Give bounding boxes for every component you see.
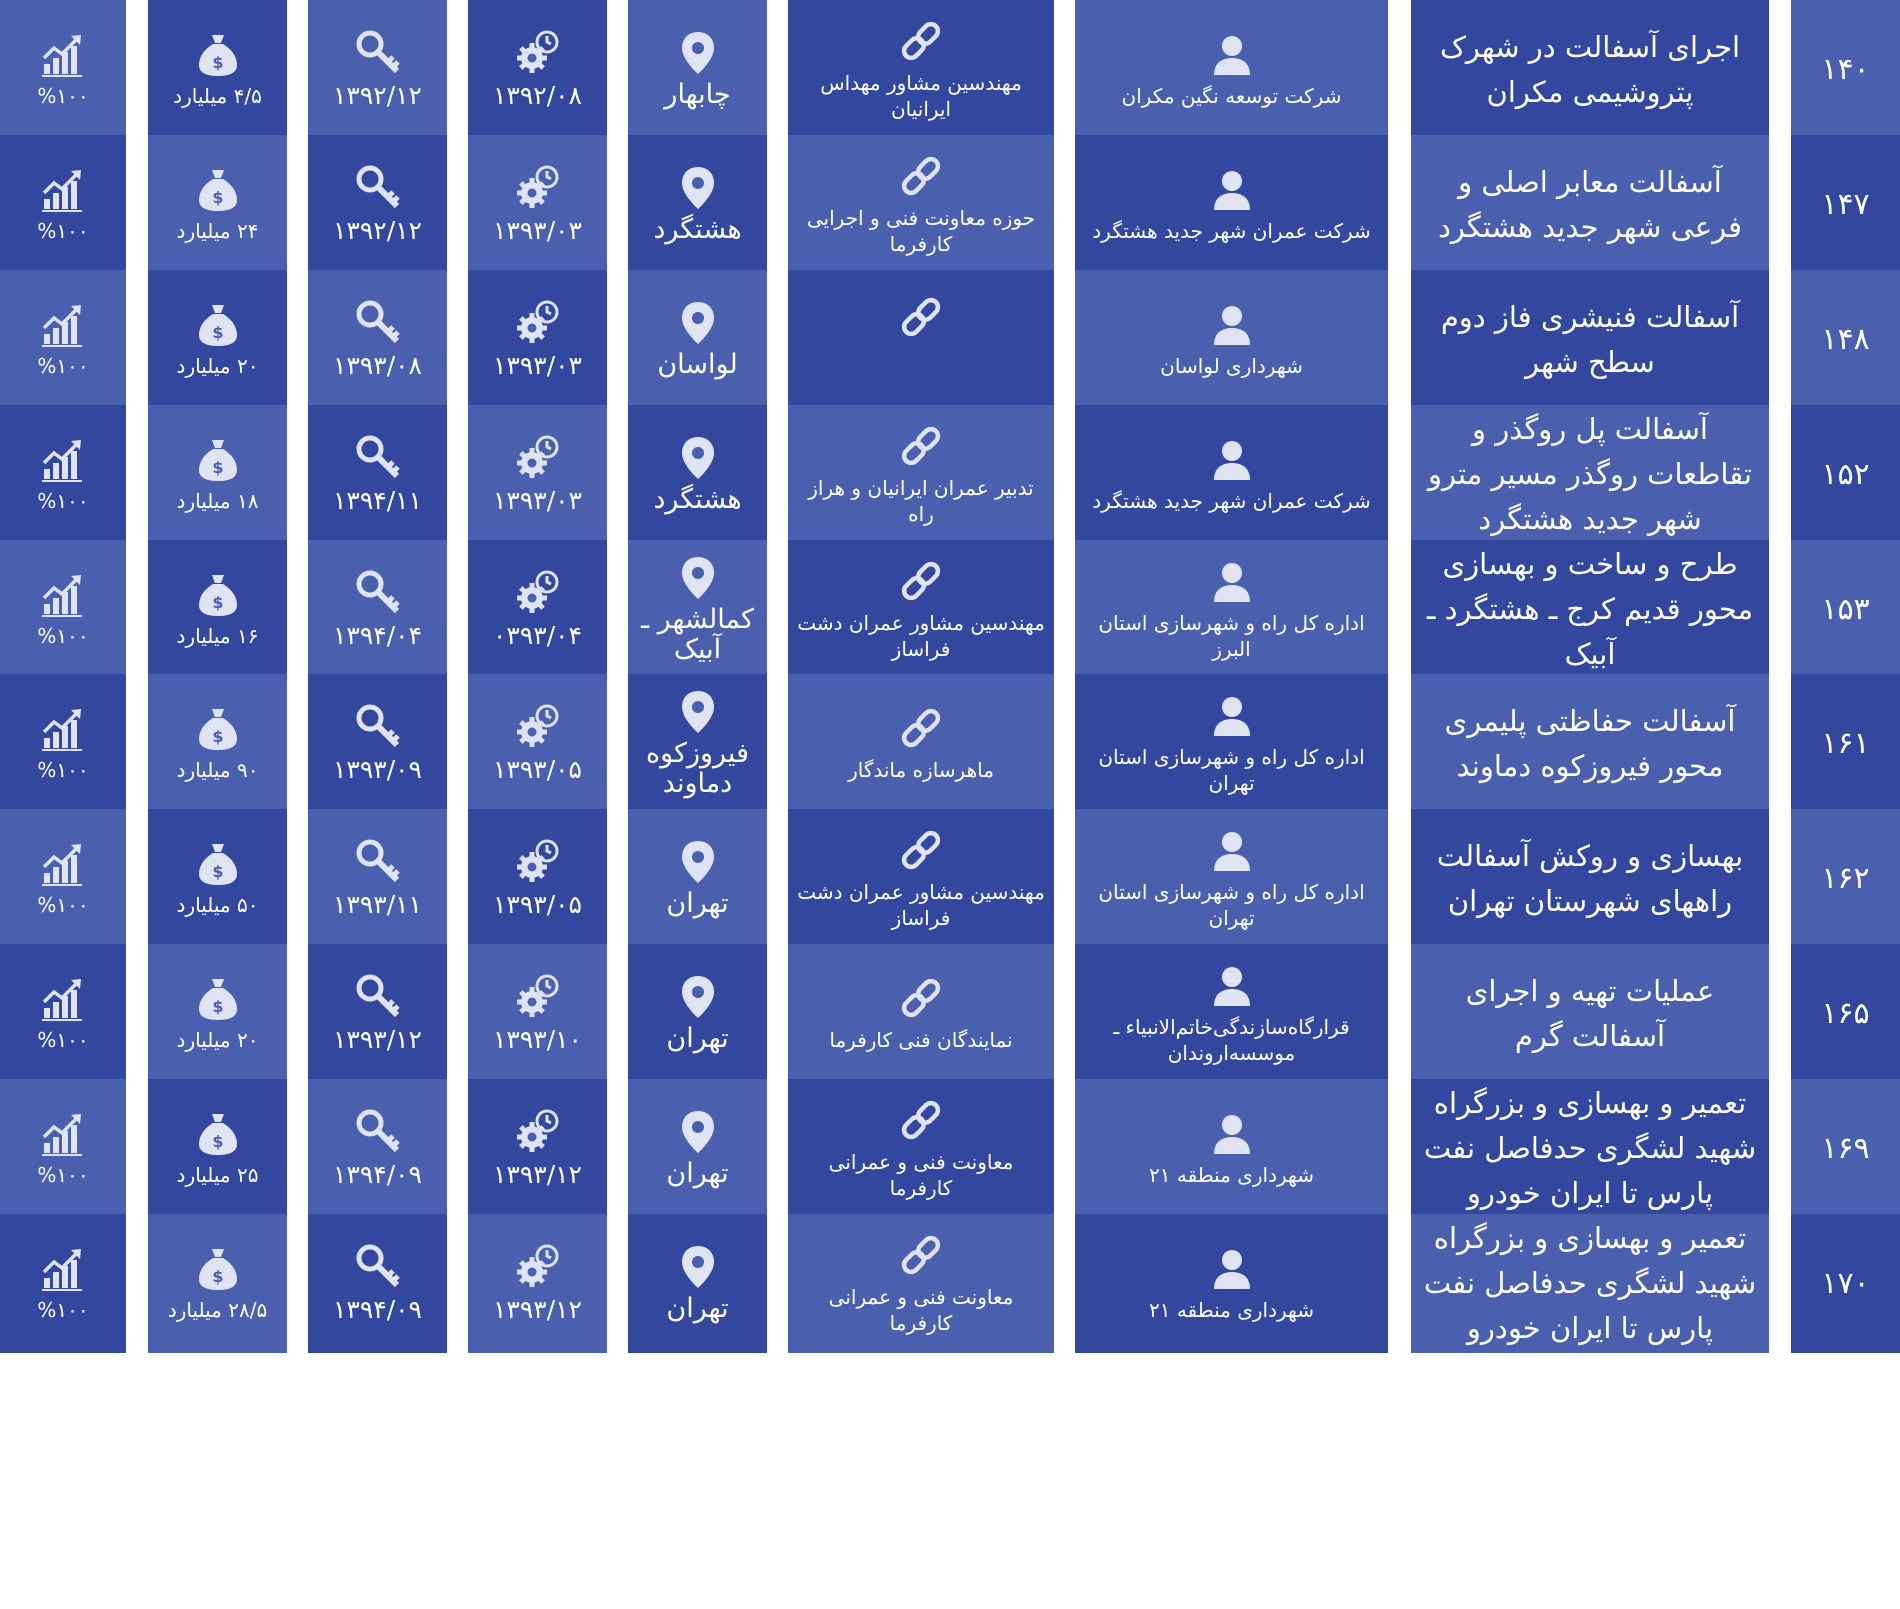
gear-clock-icon [515, 973, 561, 1019]
employer-cell [1075, 135, 1388, 274]
start-date-cell [468, 674, 607, 813]
project-title-cell [1411, 674, 1769, 813]
contract-amount: ۲۴ میلیارد [176, 218, 259, 243]
end-date-cell [308, 405, 447, 544]
gear-clock-icon [515, 299, 561, 345]
contract-amount: ۱۶ میلیارد [176, 623, 259, 648]
growth-chart-icon [40, 1246, 86, 1292]
employer-cell [1075, 405, 1388, 544]
money-bag-icon [195, 167, 241, 213]
consultant-cell [788, 270, 1054, 409]
contract-amount: ۲۰ میلیارد [176, 353, 259, 378]
amount-cell [148, 540, 287, 679]
gear-clock-icon [515, 1243, 561, 1289]
start-date-cell [468, 540, 607, 679]
employer-name: اداره کل راه و شهرسازی استان تهران [1098, 744, 1365, 795]
end-date-cell [308, 944, 447, 1083]
end-date: ۱۳۹۴/۰۹ [333, 1160, 422, 1189]
employer-name: شرکت عمران شهر جدید هشتگرد [1092, 488, 1371, 513]
location-cell [628, 674, 767, 813]
growth-chart-icon [40, 302, 86, 348]
location-name: چابهار [664, 78, 731, 110]
location-name: هشتگرد [653, 483, 742, 515]
gear-clock-icon [515, 838, 561, 884]
link-icon [898, 18, 944, 64]
empty-consultant [898, 340, 944, 386]
project-number: ۱۵۲ [1821, 457, 1870, 492]
start-date: ۰۳۹۳/۰۴ [493, 621, 582, 650]
svg-text:$: $ [211, 52, 224, 72]
growth-chart-icon [40, 572, 86, 618]
project-number: ۱۴۰ [1821, 52, 1870, 87]
employer-name: شرکت توسعه نگین مکران [1121, 83, 1342, 108]
start-date-cell [468, 944, 607, 1083]
employer-cell [1075, 1079, 1388, 1218]
start-date: ۱۳۹۳/۰۵ [493, 890, 582, 919]
growth-chart-icon [40, 1111, 86, 1157]
progress-percent: %۱۰۰ [37, 892, 89, 917]
user-icon [1209, 1110, 1255, 1156]
table-row [0, 944, 1900, 1083]
amount-cell [148, 0, 287, 139]
progress-percent: %۱۰۰ [37, 1027, 89, 1052]
amount-cell [148, 405, 287, 544]
growth-chart-icon [40, 976, 86, 1022]
project-title: طرح و ساخت و بهسازی محور قدیم کرج ـ هشتگرد ـ آبیک [1426, 547, 1754, 671]
project-number-cell [1791, 674, 1900, 813]
end-date-cell [308, 135, 447, 274]
consultant-cell [788, 1079, 1054, 1218]
project-title: آسفالت معابر اصلی و فرعی شهر جدید هشتگرد [1438, 164, 1742, 244]
contract-amount: ۲۸/۵ میلیارد [167, 1297, 268, 1322]
contract-amount: ۲۵ میلیارد [176, 1162, 259, 1187]
money-bag-icon [195, 32, 241, 78]
location-name: کمالشهر ـ آبیک [641, 603, 754, 665]
svg-text:$: $ [211, 1266, 224, 1286]
progress-cell [0, 135, 126, 274]
start-date-cell [468, 809, 607, 948]
consultant-cell [788, 944, 1054, 1083]
project-number-cell [1791, 135, 1900, 274]
project-title-cell [1411, 270, 1769, 409]
project-title-cell [1411, 135, 1769, 274]
start-date-cell [468, 1214, 607, 1353]
amount-cell [148, 674, 287, 813]
employer-cell [1075, 944, 1388, 1083]
money-bag-icon [195, 1246, 241, 1292]
progress-cell [0, 674, 126, 813]
employer-name: اداره کل راه و شهرسازی استان البرز [1098, 610, 1365, 661]
money-bag-icon [195, 841, 241, 887]
contract-amount: ۹۰ میلیارد [176, 757, 259, 782]
user-icon [1209, 301, 1255, 347]
end-date: ۱۳۹۲/۱۲ [333, 216, 422, 245]
project-title: آسفالت پل روگذر و تقاطعات روگذر مسیر مترو شهر جدید هشتگرد [1428, 412, 1752, 536]
start-date-cell [468, 405, 607, 544]
end-date-cell [308, 809, 447, 948]
employer-name: شهرداری منطقه ۲۱ [1149, 1297, 1314, 1322]
amount-cell [148, 135, 287, 274]
consultant-name: حوزه معاونت فنی و اجرایی کارفرما [806, 205, 1036, 256]
key-icon [355, 703, 401, 749]
svg-text:$: $ [211, 592, 224, 612]
start-date: ۱۳۹۳/۱۰ [493, 1025, 582, 1054]
progress-cell [0, 270, 126, 409]
growth-chart-icon [40, 437, 86, 483]
consultant-name: تدبیر عمران ایرانیان و هراز راه [808, 475, 1034, 526]
project-number-cell [1791, 809, 1900, 948]
project-number: ۱۵۳ [1821, 592, 1870, 627]
map-pin-icon [675, 555, 721, 601]
money-bag-icon [195, 706, 241, 752]
start-date-cell [468, 0, 607, 139]
project-title: تعمیر و بهسازی و بزرگراه شهید لشگری حدفاصل نفت پارس تا ایران خودرو [1423, 1086, 1757, 1210]
start-date-cell [468, 270, 607, 409]
contract-amount: ۴/۵ میلیارد [173, 83, 262, 108]
consultant-cell [788, 135, 1054, 274]
end-date: ۱۳۹۳/۱۱ [333, 890, 422, 919]
project-number-cell [1791, 1214, 1900, 1353]
key-icon [355, 569, 401, 615]
map-pin-icon [675, 30, 721, 76]
user-icon [1209, 166, 1255, 212]
user-icon [1209, 827, 1255, 873]
location-cell [628, 0, 767, 139]
key-icon [355, 973, 401, 1019]
location-name: هشتگرد [653, 213, 742, 245]
table-row [0, 674, 1900, 813]
user-icon [1209, 1245, 1255, 1291]
consultant-cell [788, 674, 1054, 813]
project-number: ۱۴۸ [1821, 322, 1870, 357]
link-icon [898, 1232, 944, 1278]
start-date-cell [468, 1079, 607, 1218]
user-icon [1209, 436, 1255, 482]
end-date-cell [308, 0, 447, 139]
project-title: تعمیر و بهسازی و بزرگراه شهید لشگری حدفاصل نفت پارس تا ایران خودرو [1423, 1221, 1757, 1345]
location-name: تهران [666, 1157, 729, 1189]
link-icon [898, 827, 944, 873]
contract-amount: ۱۸ میلیارد [176, 488, 259, 513]
location-cell [628, 1214, 767, 1353]
amount-cell [148, 270, 287, 409]
location-cell [628, 405, 767, 544]
consultant-name: مهندسین مشاور عمران دشت فراساز [797, 610, 1045, 661]
key-icon [355, 299, 401, 345]
progress-percent: %۱۰۰ [37, 1162, 89, 1187]
svg-text:$: $ [211, 187, 224, 207]
project-title-cell [1411, 0, 1769, 139]
user-icon [1209, 31, 1255, 77]
consultant-name: نمایندگان فنی کارفرما [829, 1027, 1013, 1052]
consultant-name: مهندسین مشاور مهداس ایرانیان [820, 70, 1022, 121]
project-number: ۱۶۲ [1821, 861, 1870, 896]
table-row [0, 0, 1900, 139]
money-bag-icon [195, 302, 241, 348]
project-number: ۱۶۱ [1821, 726, 1870, 761]
svg-text:$: $ [211, 322, 224, 342]
key-icon [355, 164, 401, 210]
project-title: آسفالت فنیشری فاز دوم سطح شهر [1440, 299, 1740, 379]
location-cell [628, 135, 767, 274]
user-icon [1209, 558, 1255, 604]
location-cell [628, 1079, 767, 1218]
project-title: اجرای آسفالت در شهرک پتروشیمی مکران [1439, 29, 1741, 109]
money-bag-icon [195, 437, 241, 483]
employer-name: شرکت عمران شهر جدید هشتگرد [1092, 218, 1371, 243]
end-date: ۱۳۹۲/۱۲ [333, 81, 422, 110]
money-bag-icon [195, 572, 241, 618]
end-date-cell [308, 540, 447, 679]
progress-percent: %۱۰۰ [37, 757, 89, 782]
location-name: لواسان [657, 348, 738, 380]
consultant-name: مهندسین مشاور عمران دشت فراساز [797, 879, 1045, 930]
table-row [0, 809, 1900, 948]
employer-cell [1075, 0, 1388, 139]
progress-cell [0, 809, 126, 948]
employer-name: قرارگاه‌سازندگی‌خاتم‌الانبیاء ـ موسسه‌اروندان [1113, 1014, 1350, 1065]
link-icon [898, 153, 944, 199]
location-name: فیروزکوه دماوند [646, 737, 749, 799]
consultant-cell [788, 405, 1054, 544]
progress-cell [0, 944, 126, 1083]
link-icon [898, 294, 944, 340]
key-icon [355, 434, 401, 480]
employer-cell [1075, 540, 1388, 679]
table-row [0, 135, 1900, 274]
end-date-cell [308, 674, 447, 813]
end-date: ۱۳۹۴/۱۱ [333, 486, 422, 515]
end-date: ۱۳۹۳/۰۹ [333, 755, 422, 784]
map-pin-icon [675, 300, 721, 346]
gear-clock-icon [515, 703, 561, 749]
consultant-cell [788, 809, 1054, 948]
table-row [0, 405, 1900, 544]
gear-clock-icon [515, 29, 561, 75]
end-date: ۱۳۹۳/۰۸ [333, 351, 422, 380]
location-cell [628, 809, 767, 948]
user-icon [1209, 962, 1255, 1008]
money-bag-icon [195, 1111, 241, 1157]
project-title: بهسازی و روکش آسفالت راههای شهرستان تهران [1436, 838, 1744, 918]
project-number-cell [1791, 1079, 1900, 1218]
end-date-cell [308, 1214, 447, 1353]
map-pin-icon [675, 689, 721, 735]
employer-name: شهرداری منطقه ۲۱ [1149, 1162, 1314, 1187]
progress-cell [0, 405, 126, 544]
map-pin-icon [675, 974, 721, 1020]
table-row [0, 1214, 1900, 1353]
project-number: ۱۶۹ [1821, 1131, 1870, 1166]
key-icon [355, 838, 401, 884]
growth-chart-icon [40, 32, 86, 78]
svg-text:$: $ [211, 996, 224, 1016]
progress-percent: %۱۰۰ [37, 353, 89, 378]
end-date: ۱۳۹۳/۱۲ [333, 1025, 422, 1054]
employer-name: اداره کل راه و شهرسازی استان تهران [1098, 879, 1365, 930]
gear-clock-icon [515, 1108, 561, 1154]
end-date-cell [308, 1079, 447, 1218]
project-title-cell [1411, 1079, 1769, 1218]
end-date: ۱۳۹۴/۰۹ [333, 1295, 422, 1324]
project-number: ۱۶۵ [1821, 996, 1870, 1031]
employer-cell [1075, 674, 1388, 813]
progress-percent: %۱۰۰ [37, 1297, 89, 1322]
progress-percent: %۱۰۰ [37, 488, 89, 513]
consultant-cell [788, 1214, 1054, 1353]
link-icon [898, 558, 944, 604]
start-date: ۱۳۹۳/۱۲ [493, 1295, 582, 1324]
consultant-name: معاونت فنی و عمرانی کارفرما [828, 1284, 1014, 1335]
amount-cell [148, 809, 287, 948]
project-number-cell [1791, 0, 1900, 139]
start-date: ۱۳۹۳/۰۳ [493, 216, 582, 245]
svg-text:$: $ [211, 457, 224, 477]
project-title-cell [1411, 809, 1769, 948]
map-pin-icon [675, 1244, 721, 1290]
map-pin-icon [675, 1109, 721, 1155]
project-title-cell [1411, 944, 1769, 1083]
gear-clock-icon [515, 434, 561, 480]
contract-amount: ۲۰ میلیارد [176, 1027, 259, 1052]
amount-cell [148, 1214, 287, 1353]
location-cell [628, 944, 767, 1083]
link-icon [898, 705, 944, 751]
svg-text:$: $ [211, 1131, 224, 1151]
progress-percent: %۱۰۰ [37, 218, 89, 243]
amount-cell [148, 1079, 287, 1218]
project-title-cell [1411, 540, 1769, 679]
employer-cell [1075, 1214, 1388, 1353]
project-title: عملیات تهیه و اجرای آسفالت گرم [1465, 973, 1715, 1053]
key-icon [355, 29, 401, 75]
map-pin-icon [675, 165, 721, 211]
consultant-name: ماهرسازه ماندگار [848, 757, 994, 782]
svg-text:$: $ [211, 726, 224, 746]
project-number-cell [1791, 270, 1900, 409]
end-date-cell [308, 270, 447, 409]
gear-clock-icon [515, 569, 561, 615]
consultant-cell [788, 540, 1054, 679]
contract-amount: ۵۰ میلیارد [176, 892, 259, 917]
progress-cell [0, 1079, 126, 1218]
employer-name: شهرداری لواسان [1160, 353, 1303, 378]
start-date: ۱۳۹۲/۰۸ [493, 81, 582, 110]
start-date: ۱۳۹۳/۰۳ [493, 486, 582, 515]
map-pin-icon [675, 435, 721, 481]
table-row [0, 1079, 1900, 1218]
employer-cell [1075, 809, 1388, 948]
location-name: تهران [666, 887, 729, 919]
link-icon [898, 423, 944, 469]
link-icon [898, 975, 944, 1021]
gear-clock-icon [515, 164, 561, 210]
project-title: آسفالت حفاظتی پلیمری محور فیروزکوه دماوند [1444, 703, 1736, 783]
project-number: ۱۷۰ [1821, 1266, 1870, 1301]
project-number-cell [1791, 405, 1900, 544]
amount-cell [148, 944, 287, 1083]
start-date-cell [468, 135, 607, 274]
location-name: تهران [666, 1022, 729, 1054]
start-date: ۱۳۹۳/۱۲ [493, 1160, 582, 1189]
table-row [0, 540, 1900, 679]
user-icon [1209, 692, 1255, 738]
location-name: تهران [666, 1292, 729, 1324]
money-bag-icon [195, 976, 241, 1022]
growth-chart-icon [40, 706, 86, 752]
progress-percent: %۱۰۰ [37, 623, 89, 648]
svg-text:$: $ [211, 861, 224, 881]
key-icon [355, 1108, 401, 1154]
link-icon [898, 1097, 944, 1143]
key-icon [355, 1243, 401, 1289]
progress-cell [0, 0, 126, 139]
location-cell [628, 270, 767, 409]
project-title-cell [1411, 1214, 1769, 1353]
progress-cell [0, 1214, 126, 1353]
map-pin-icon [675, 839, 721, 885]
end-date: ۱۳۹۴/۰۴ [333, 621, 422, 650]
consultant-name: معاونت فنی و عمرانی کارفرما [828, 1149, 1014, 1200]
employer-cell [1075, 270, 1388, 409]
consultant-cell [788, 0, 1054, 139]
project-number-cell [1791, 944, 1900, 1083]
start-date: ۱۳۹۳/۰۳ [493, 351, 582, 380]
project-number: ۱۴۷ [1821, 187, 1870, 222]
growth-chart-icon [40, 841, 86, 887]
progress-percent: %۱۰۰ [37, 83, 89, 108]
project-number-cell [1791, 540, 1900, 679]
location-cell [628, 540, 767, 679]
table-row [0, 270, 1900, 409]
progress-cell [0, 540, 126, 679]
project-title-cell [1411, 405, 1769, 544]
start-date: ۱۳۹۳/۰۵ [493, 755, 582, 784]
growth-chart-icon [40, 167, 86, 213]
